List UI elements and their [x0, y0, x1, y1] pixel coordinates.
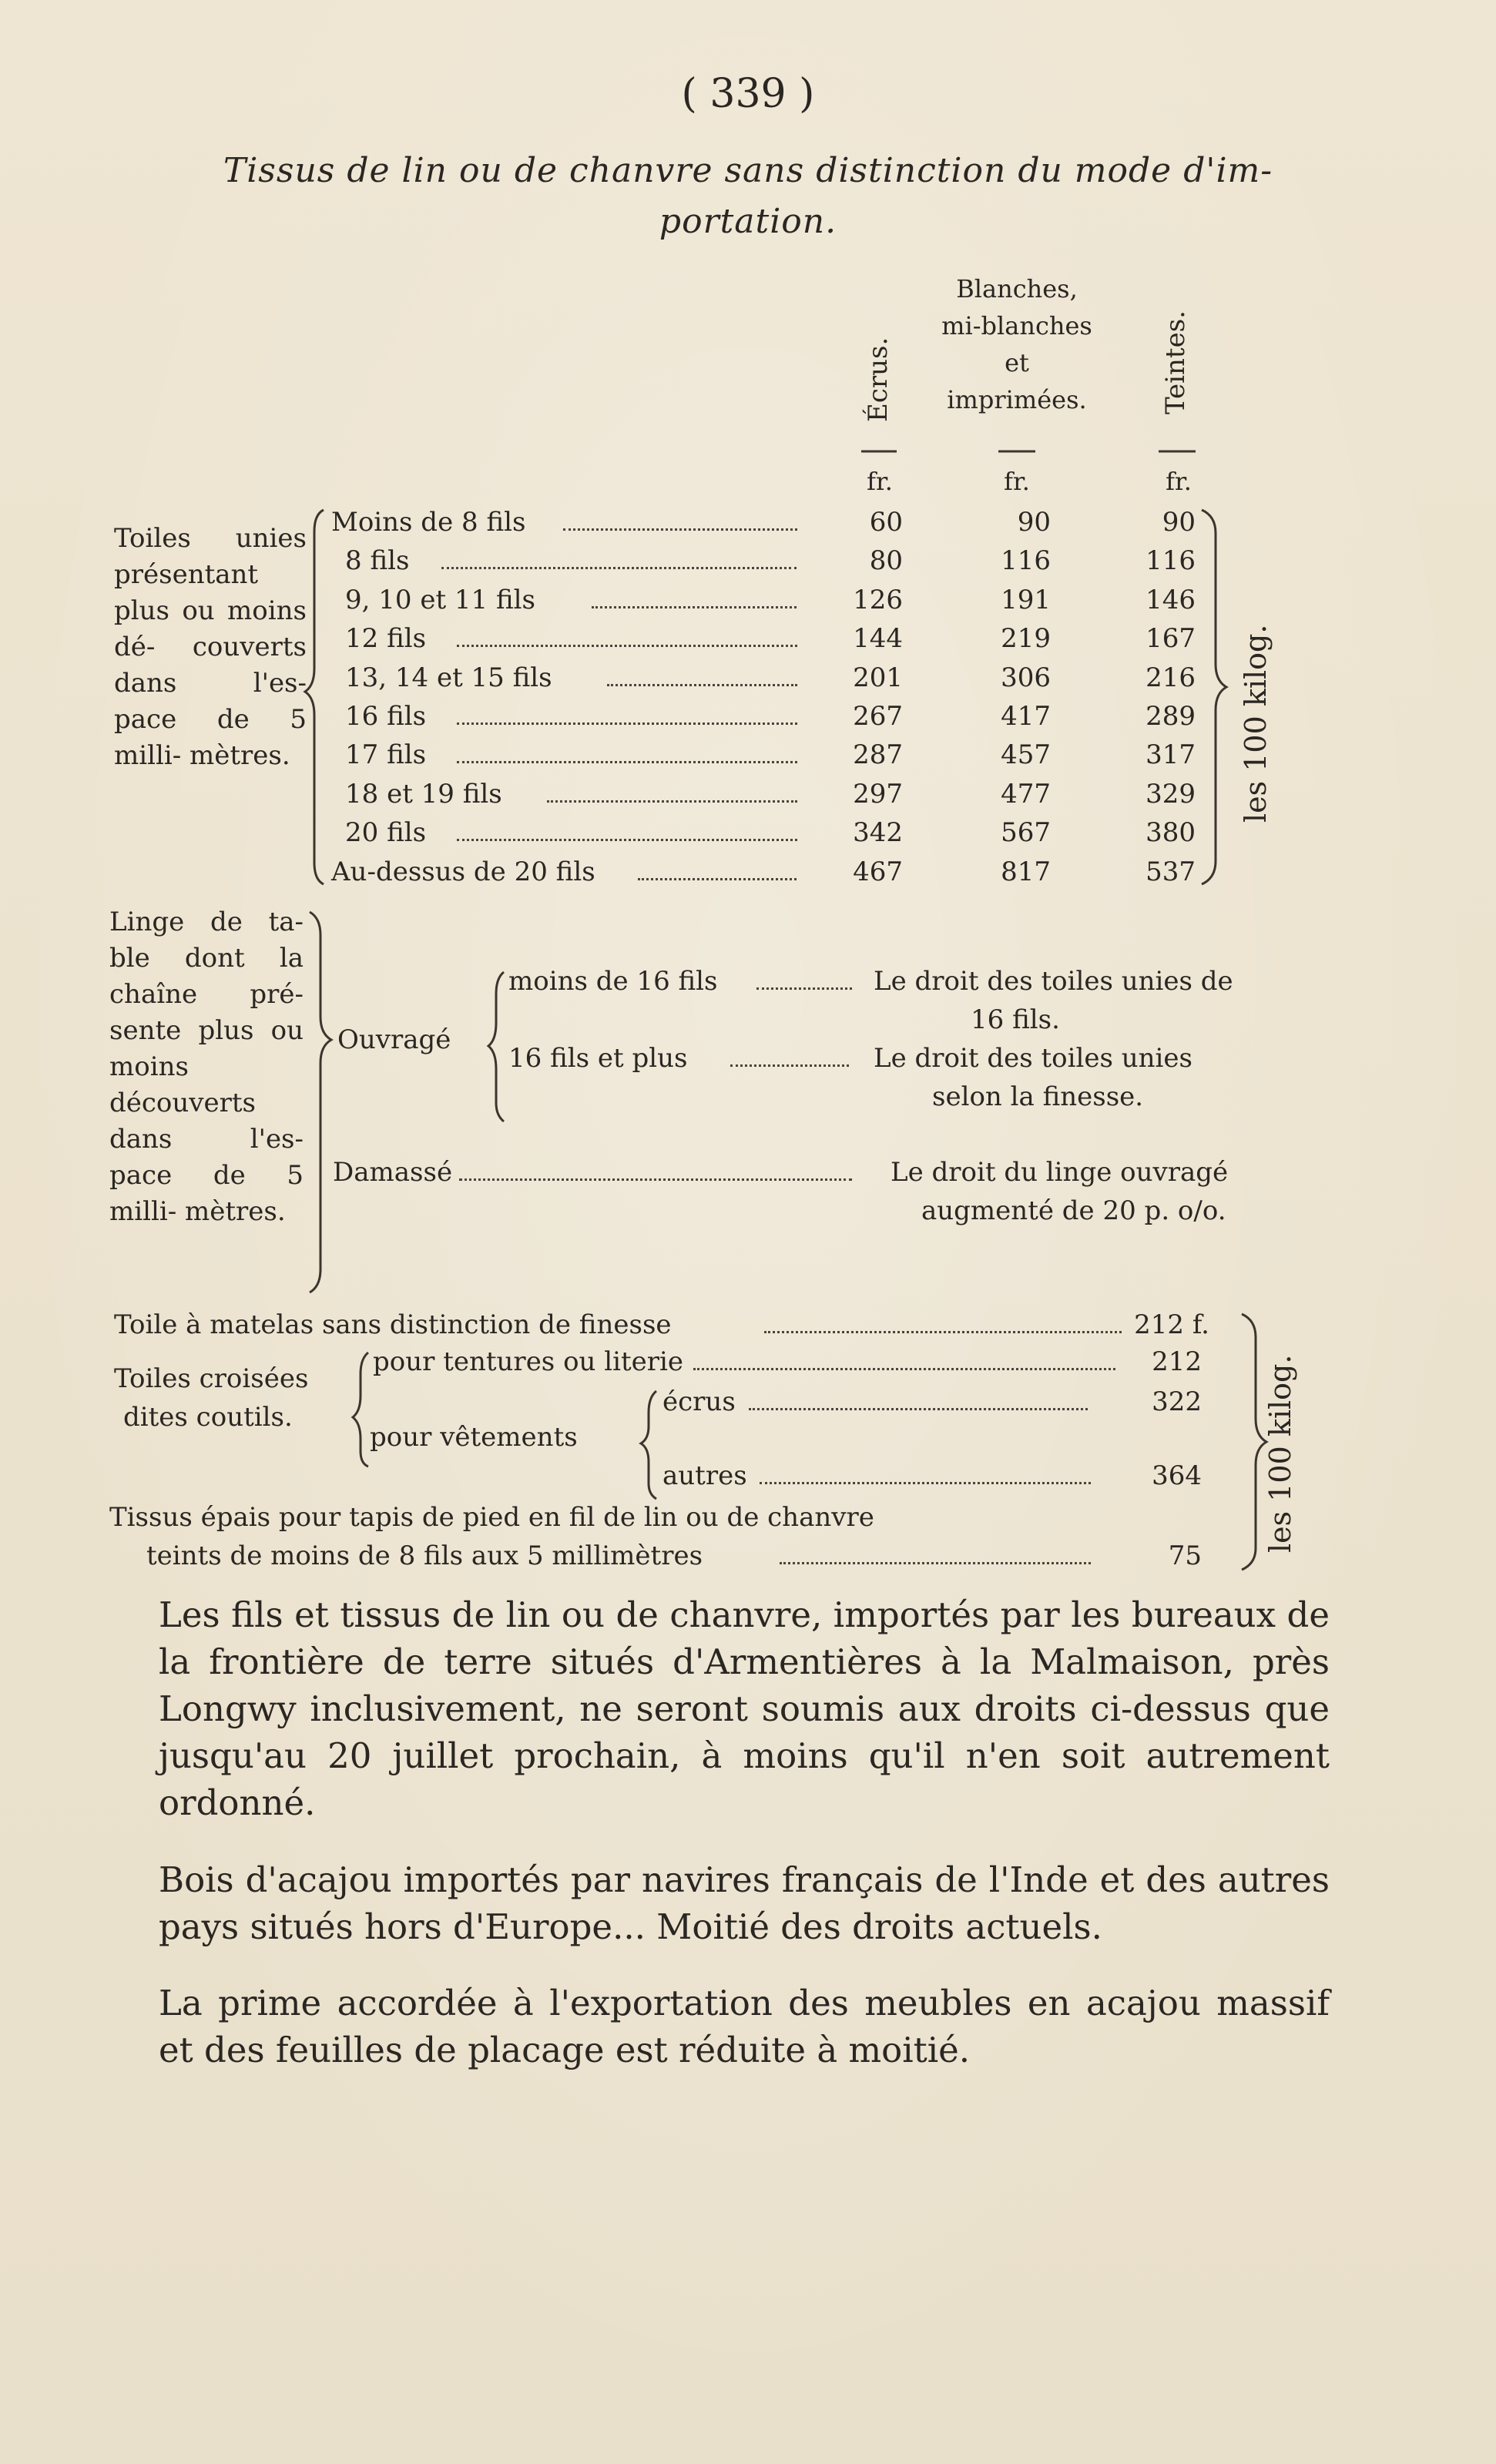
- toiles-cell-blanches: 306: [1001, 662, 1051, 693]
- column-header-teintes: Teintes.: [1160, 310, 1191, 414]
- linge-label: Linge de ta- ble dont la chaîne pré- sente plus ou moins découverts dans l'es- pace de 5 milli- mètres.: [109, 907, 304, 1227]
- brace-lower-right: [1242, 1314, 1266, 1570]
- column-header-blanches-4: imprimées.: [947, 385, 1087, 414]
- toiles-cell-ecrus: 267: [853, 701, 903, 732]
- toiles-row-label: 12 fils: [345, 623, 427, 654]
- toiles-cell-blanches: 417: [1001, 701, 1051, 732]
- unit-label-1: les 100 kilog.: [1239, 624, 1273, 823]
- toiles-cell-blanches: 457: [1001, 739, 1051, 770]
- ouvrage-row-1-text1: Le droit des toiles unies de: [874, 966, 1233, 997]
- toiles-row-label: Au-dessus de 20 fils: [331, 857, 595, 887]
- toiles-cell-teintes: 90: [1162, 507, 1196, 538]
- toiles-cell-teintes: 317: [1145, 739, 1196, 770]
- brace-ouvrage: [488, 972, 504, 1121]
- tentures-label: pour tentures ou literie: [373, 1346, 684, 1377]
- column-header-blanches-2: mi-blanches: [941, 311, 1092, 340]
- matelas-value: 212 f.: [1134, 1309, 1209, 1340]
- toiles-row-label: 13, 14 et 15 fils: [345, 662, 552, 693]
- toiles-cell-ecrus: 467: [853, 857, 903, 887]
- toiles-cell-ecrus: 297: [853, 779, 903, 810]
- paragraph-prime-text: La prime accordée à l'exportation des meubles en acajou massif et des feuilles de placage est réduite à moitié.: [159, 1983, 1330, 2070]
- toiles-cell-blanches: 817: [1001, 857, 1051, 887]
- toiles-cell-ecrus: 144: [853, 623, 903, 654]
- tapis-line-2-label: teints de moins de 8 fils aux 5 millimètres: [146, 1540, 703, 1571]
- toiles-cell-blanches: 90: [1017, 507, 1051, 538]
- autres-row-label: autres: [662, 1460, 747, 1491]
- column-header-blanches-3: et: [1005, 348, 1029, 377]
- toiles-cell-ecrus: 60: [869, 507, 903, 538]
- toiles-cell-ecrus: 287: [853, 739, 903, 770]
- toiles-cell-ecrus: 201: [853, 662, 903, 693]
- toiles-cell-blanches: 567: [1001, 817, 1051, 848]
- toiles-cell-teintes: 289: [1145, 701, 1196, 732]
- paragraph-frontiere-text: Les fils et tissus de lin ou de chanvre, importés par les bureaux de la frontière de terre situés d'Armentières à la Malmaison, près Longwy inclusivement, ne seront soumis aux droits ci-dessus que jusqu'au 20 juillet prochain, à moins qu'il n'en soit autrement ordonné.: [159, 1594, 1330, 1823]
- toiles-cell-blanches: 191: [1001, 585, 1051, 615]
- toiles-row-label: 17 fils: [345, 739, 427, 770]
- brace-toiles-right: [1202, 510, 1226, 884]
- tentures-value: 212: [1152, 1346, 1202, 1377]
- ecrus-row-label: écrus: [662, 1386, 736, 1417]
- toiles-row-label: 9, 10 et 11 fils: [345, 585, 535, 615]
- brace-toiles-unies: [305, 510, 324, 884]
- tapis-value: 75: [1168, 1540, 1202, 1571]
- unit-label-2: les 100 kilog.: [1263, 1354, 1297, 1553]
- toiles-cell-ecrus: 126: [853, 585, 903, 615]
- ouvrage-row-1-label: moins de 16 fils: [508, 966, 718, 997]
- page-number: ( 339 ): [681, 71, 815, 117]
- vetements-label: pour vêtements: [370, 1422, 578, 1453]
- toiles-cell-blanches: 219: [1001, 623, 1051, 654]
- damasse-text1: Le droit du linge ouvragé: [891, 1157, 1229, 1188]
- toiles-cell-teintes: 537: [1145, 857, 1196, 887]
- section-title-continued: portation.: [659, 202, 837, 241]
- column-header-ecrus: Écrus.: [863, 337, 894, 422]
- toiles-unies-label: Toiles unies présentant plus ou moins dé- couverts dans l'es- pace de 5 milli- mètres.: [114, 523, 307, 771]
- column-header-blanches-1: Blanches,: [956, 274, 1078, 303]
- toiles-row-label: 16 fils: [345, 701, 427, 732]
- croisees-label-1: Toiles croisées: [114, 1363, 309, 1394]
- brace-linge: [310, 912, 331, 1292]
- damasse-text2: augmenté de 20 p. o/o.: [921, 1195, 1226, 1226]
- toiles-row-label: 8 fils: [345, 545, 410, 576]
- toiles-row-label: 20 fils: [345, 817, 427, 848]
- section-title: Tissus de lin ou de chanvre sans distinction du mode d'im-: [223, 151, 1273, 190]
- toiles-cell-ecrus: 80: [869, 545, 903, 576]
- ecrus-row-value: 322: [1152, 1386, 1202, 1417]
- currency-blanches: fr.: [1004, 467, 1030, 496]
- ouvrage-row-2-text1: Le droit des toiles unies: [874, 1043, 1192, 1074]
- toiles-cell-blanches: 116: [1001, 545, 1051, 576]
- autres-row-value: 364: [1152, 1460, 1202, 1491]
- currency-teintes: fr.: [1166, 467, 1192, 496]
- brace-croisees: [353, 1353, 368, 1467]
- tapis-line-1: Tissus épais pour tapis de pied en fil de lin ou de chanvre: [109, 1502, 874, 1533]
- toiles-cell-teintes: 146: [1145, 585, 1196, 615]
- ouvrage-label: Ouvragé: [337, 1024, 451, 1055]
- brace-vetements: [641, 1391, 656, 1499]
- toiles-cell-blanches: 477: [1001, 779, 1051, 810]
- toiles-cell-teintes: 380: [1145, 817, 1196, 848]
- damasse-label: Damassé: [333, 1157, 453, 1188]
- matelas-label: Toile à matelas sans distinction de finesse: [114, 1309, 672, 1340]
- ouvrage-row-2-text2: selon la finesse.: [932, 1081, 1144, 1112]
- paragraph-acajou-text: Bois d'acajou importés par navires français de l'Inde et des autres pays situés hors d'Europe... Moitié des droits actuels.: [159, 1859, 1330, 1947]
- ouvrage-row-2-label: 16 fils et plus: [508, 1043, 688, 1074]
- toiles-cell-ecrus: 342: [853, 817, 903, 848]
- toiles-row-label: Moins de 8 fils: [331, 507, 526, 538]
- toiles-cell-teintes: 167: [1145, 623, 1196, 654]
- toiles-cell-teintes: 216: [1145, 662, 1196, 693]
- croisees-label-2: dites coutils.: [123, 1402, 293, 1433]
- toiles-cell-teintes: 329: [1145, 779, 1196, 810]
- toiles-row-label: 18 et 19 fils: [345, 779, 502, 810]
- ouvrage-row-1-text2: 16 fils.: [971, 1004, 1060, 1035]
- currency-ecrus: fr.: [867, 467, 893, 496]
- toiles-cell-teintes: 116: [1145, 545, 1196, 576]
